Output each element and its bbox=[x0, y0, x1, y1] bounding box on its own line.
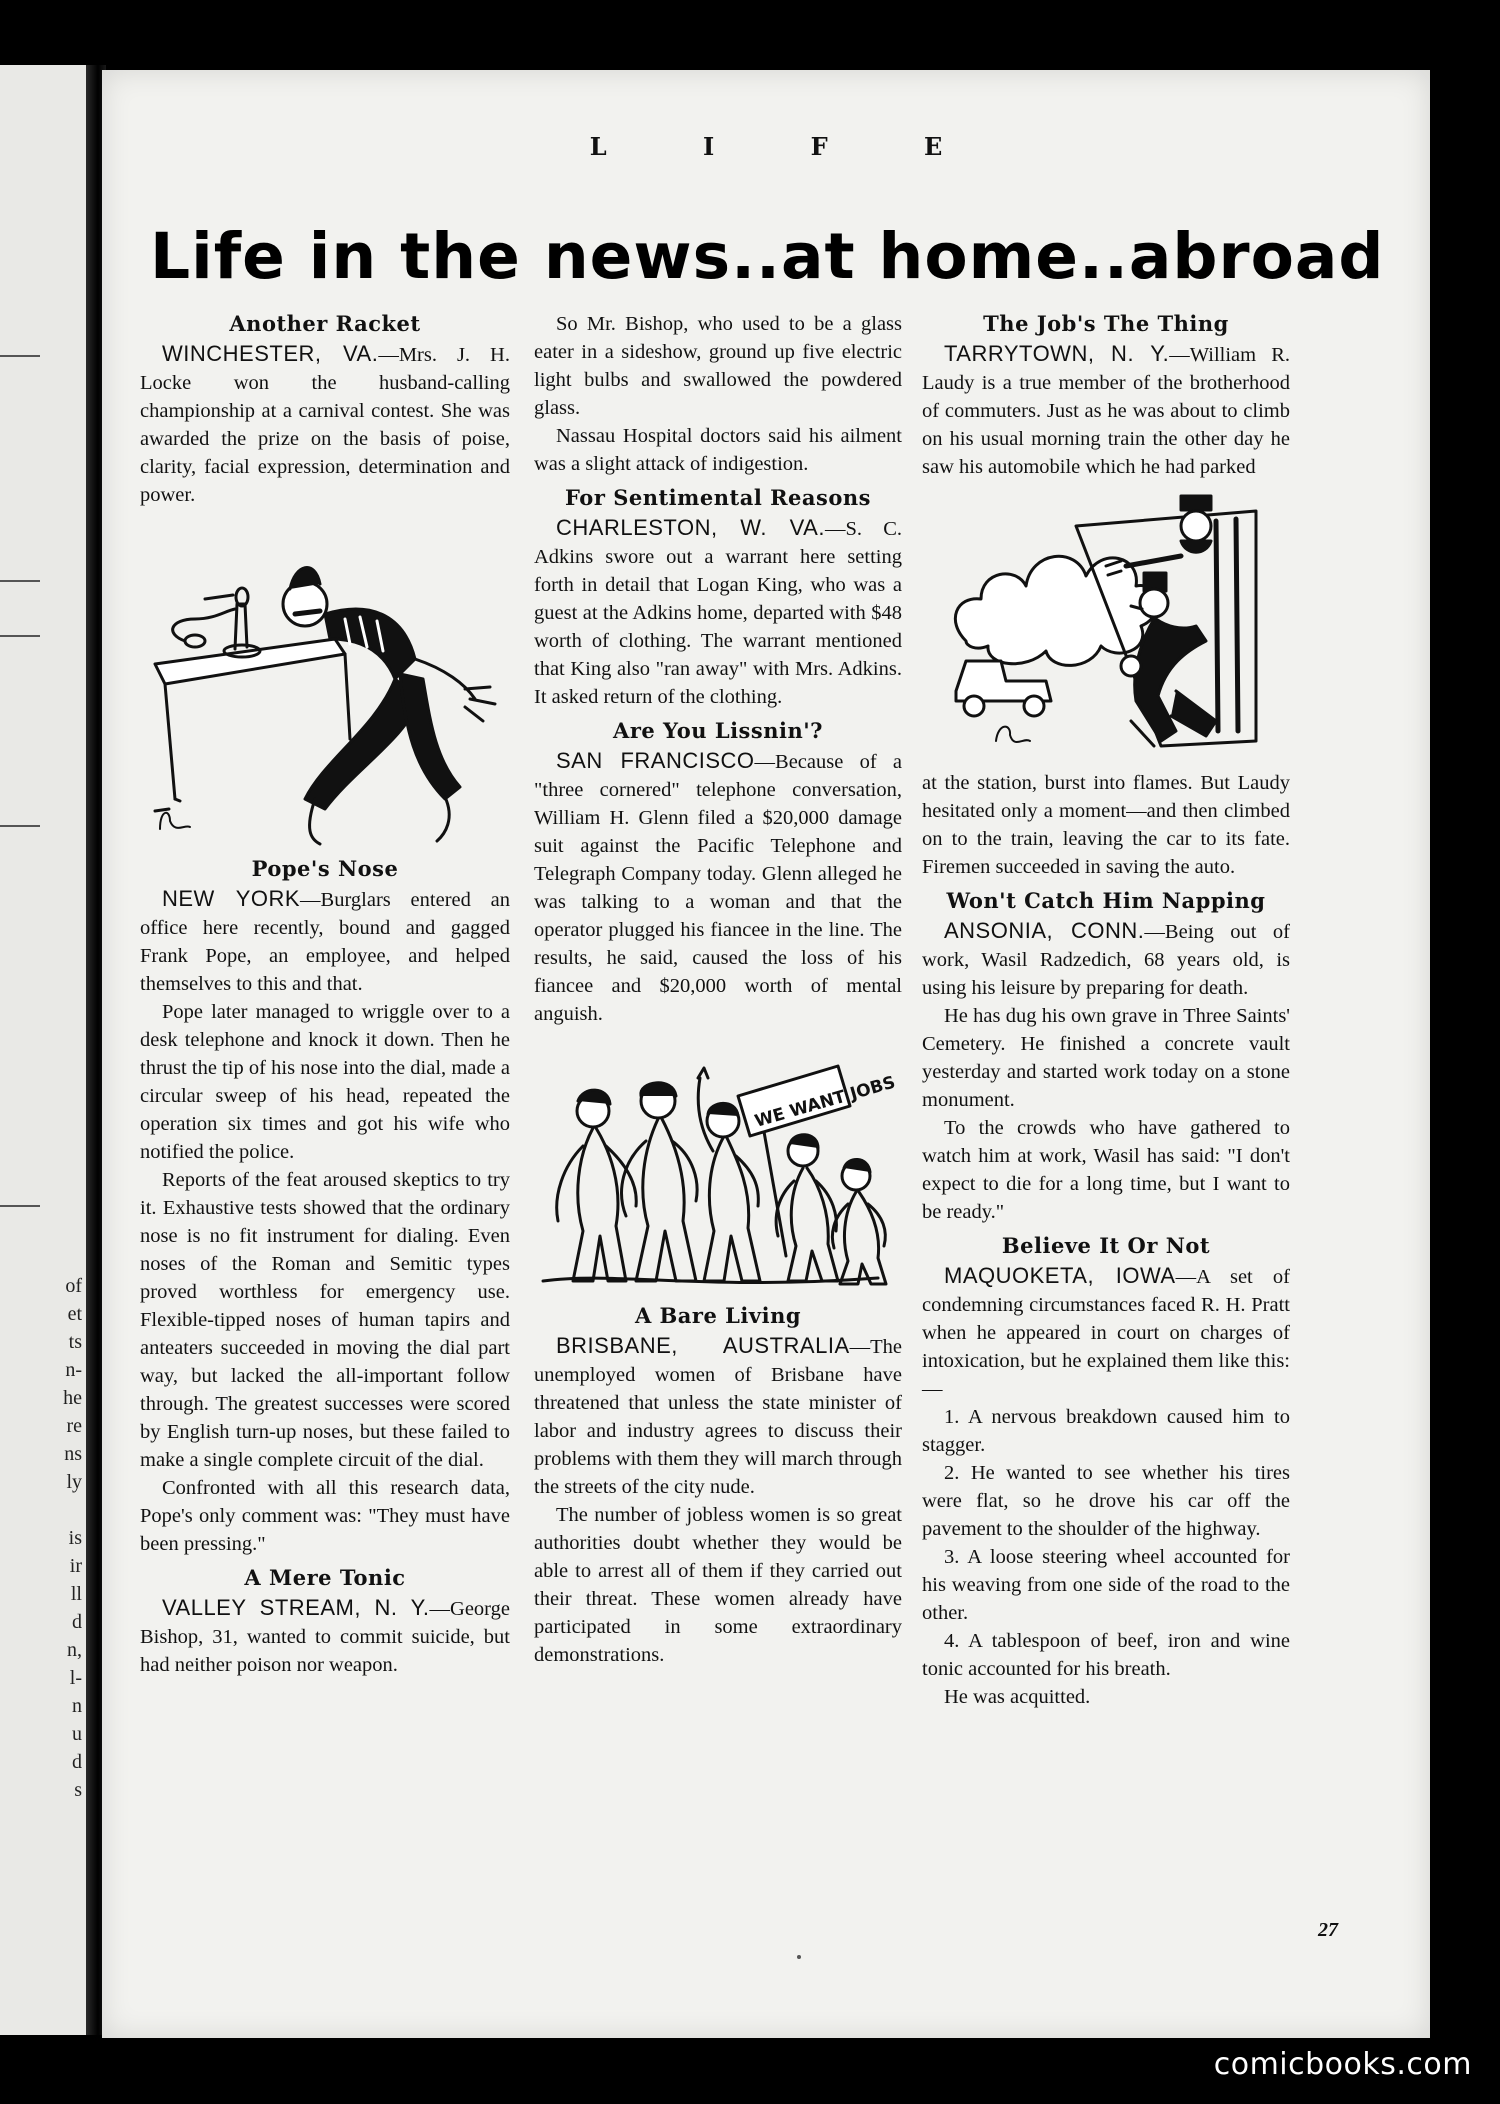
story-paragraph: MAQUOKETA, IOWA—A set of condemning circumstances faced R. H. Pratt when he appeared in court on charges of intoxication, but he explained them like this:— bbox=[922, 1263, 1291, 1400]
facing-page-edge bbox=[0, 65, 86, 2035]
dateline: ANSONIA, CONN. bbox=[944, 918, 1145, 943]
left-fragment: ts bbox=[68, 1331, 82, 1353]
protest-sign-text: WE WANT JOBS bbox=[752, 1072, 898, 1132]
dateline: BRISBANE, AUSTRALIA bbox=[556, 1333, 850, 1358]
story-title: Are You Lissnin'? bbox=[613, 718, 823, 743]
left-fragment: s bbox=[74, 1779, 82, 1801]
story-paragraph: Nassau Hospital doctors said his ailment was a slight attack of indigestion. bbox=[534, 425, 902, 475]
story-paragraph: 3. A loose steering wheel accounted for his weaving from one side of the road to the other. bbox=[922, 1546, 1290, 1624]
story-paragraph: 4. A tablespoon of beef, iron and wine tonic accounted for his breath. bbox=[922, 1630, 1290, 1680]
left-fragment: ll bbox=[70, 1583, 82, 1605]
story-title: Won't Catch Him Napping bbox=[946, 888, 1266, 913]
story-paragraph: To the crowds who have gathered to watch him at work, Wasil has said: "I don't expect to die for a long time, but I want to be ready." bbox=[922, 1117, 1290, 1223]
dateline: SAN FRANCISCO bbox=[556, 748, 755, 773]
burning-car-commuter-cartoon bbox=[926, 491, 1286, 761]
page-number: 27 bbox=[1318, 1919, 1338, 1941]
story-paragraph: BRISBANE, AUSTRALIA—The unemployed women of Brisbane have threatened that unless the state minister of labor and industry agrees to discuss their problems with them they will march through the streets of the city nude. bbox=[534, 1333, 902, 1498]
jobless-women-march-cartoon bbox=[538, 1056, 898, 1296]
story-paragraph: The number of jobless women is so great authorities doubt whether they would be able to arrest all of them if they carried out their threat. These women already have participated in some extraordinary demonstrations. bbox=[534, 1504, 902, 1666]
story-title: A Mere Tonic bbox=[244, 1565, 406, 1590]
story-paragraph: SAN FRANCISCO—Because of a "three cornered" telephone conversation, William H. Glenn filed a $20,000 damage suit against the Pacific Telephone and Telegraph Company today. Glenn alleged he was talking to a woman and that the operator plugged his fiancee in the line. The results, he said, caused the loss of his fiancee and $20,000 worth of mental anguish. bbox=[534, 748, 902, 1025]
column-1 bbox=[140, 310, 510, 1679]
dateline: CHARLESTON, W. VA. bbox=[556, 515, 825, 540]
column-2 bbox=[534, 310, 902, 1669]
story-paragraph: Confronted with all this research data, Pope's only comment was: "They must have been pressing." bbox=[140, 1477, 510, 1555]
left-fragment: ns bbox=[64, 1443, 82, 1465]
dateline: VALLEY STREAM, N. Y. bbox=[162, 1595, 430, 1620]
story-title: Pope's Nose bbox=[251, 856, 399, 881]
story-title: The Job's The Thing bbox=[983, 311, 1229, 336]
story-paragraph: VALLEY STREAM, N. Y.—George Bishop, 31, wanted to commit suicide, but had neither poison nor weapon. bbox=[140, 1595, 510, 1676]
left-fragment: is bbox=[68, 1527, 82, 1549]
left-fragment: ly bbox=[66, 1471, 82, 1493]
story-paragraph: He was acquitted. bbox=[944, 1686, 1091, 1708]
left-fragment: d bbox=[72, 1751, 82, 1773]
story-paragraph: TARRYTOWN, N. Y.—William R. Laudy is a true member of the brotherhood of commuters. Just as he was about to climb on his usual morning train the other day he saw his automobile which he had parked bbox=[922, 341, 1290, 478]
watermark: comicbooks.com bbox=[1213, 2047, 1472, 2082]
left-fragment: n, bbox=[67, 1639, 82, 1661]
left-fragment: n bbox=[72, 1695, 82, 1717]
story-paragraph: at the station, burst into flames. But Laudy hesitated only a moment—and then climbed on to the train, leaving the car to its fate. Firemen succeeded in saving the auto. bbox=[922, 772, 1290, 878]
left-fragment: n- bbox=[65, 1359, 82, 1381]
story-title: Another Racket bbox=[229, 311, 421, 336]
left-fragment: ir bbox=[69, 1555, 82, 1577]
dateline: TARRYTOWN, N. Y. bbox=[944, 341, 1170, 366]
story-paragraph: ANSONIA, CONN.—Being out of work, Wasil Radzedich, 68 years old, is using his leisure by preparing for death. bbox=[922, 918, 1290, 999]
left-fragment: l- bbox=[69, 1667, 82, 1689]
story-paragraph: He has dug his own grave in Three Saints' Cemetery. He finished a concrete vault yesterday and started work today on a stone monument. bbox=[922, 1005, 1290, 1111]
left-fragment: re bbox=[66, 1415, 82, 1437]
story-paragraph: Reports of the feat aroused skeptics to try it. Exhaustive tests showed that the ordinary nose is no fit instrument for dialing. Even noses of the Roman and Semitic types proved worthless for emergency use. Flexible-tipped noses of human tapirs and anteaters succeeded in moving the dial part way, but lacked the all-important follow through. The greatest successes were scored by English turn-up noses, but these failed to make a single complete circuit of the dial. bbox=[140, 1169, 510, 1471]
story-title: Believe It Or Not bbox=[1001, 1233, 1211, 1258]
left-fragment: u bbox=[72, 1723, 82, 1745]
left-fragment: d bbox=[72, 1611, 82, 1633]
story-paragraph: 1. A nervous breakdown caused him to stagger. bbox=[922, 1406, 1290, 1456]
story-paragraph: NEW YORK—Burglars entered an office here recently, bound and gagged Frank Pope, an employee, and helped themselves to this and that. bbox=[140, 886, 510, 995]
story-paragraph: 2. He wanted to see whether his tires were flat, so he drove his car off the pavement to the shoulder of the highway. bbox=[922, 1462, 1290, 1540]
page-headline: Life in the news..at home..abroad bbox=[150, 220, 1385, 293]
story-paragraph: WINCHESTER, VA.—Mrs. J. H. Locke won the husband-calling championship at a carnival contest. She was awarded the prize on the basis of poise, clarity, facial expression, determination and power. bbox=[140, 341, 510, 506]
column-3 bbox=[922, 310, 1290, 1711]
left-fragment: et bbox=[67, 1303, 82, 1325]
telephone-burglary-cartoon bbox=[145, 559, 505, 849]
story-paragraph: CHARLESTON, W. VA.—S. C. Adkins swore out a warrant here setting forth in detail that Logan King, who was a guest at the Adkins home, departed with $48 worth of clothing. The warrant mentioned that King also "ran away" with Mrs. Adkins. It asked return of the clothing. bbox=[534, 515, 903, 708]
dateline: NEW YORK bbox=[162, 886, 301, 911]
dateline: WINCHESTER, VA. bbox=[162, 341, 379, 366]
left-fragment: he bbox=[63, 1387, 82, 1409]
story-paragraph: Pope later managed to wriggle over to a desk telephone and knock it down. Then he thrust the tip of his nose into the dial, made a circular sweep of his head, repeated the operation six times and got his wife who notified the police. bbox=[140, 1001, 510, 1163]
story-title: A Bare Living bbox=[634, 1303, 802, 1328]
running-head: L I F E bbox=[589, 132, 987, 161]
story-title: For Sentimental Reasons bbox=[565, 485, 871, 510]
dateline: MAQUOKETA, IOWA bbox=[944, 1263, 1176, 1288]
magazine-page bbox=[102, 70, 1430, 2038]
print-speck bbox=[797, 1955, 801, 1959]
story-paragraph: So Mr. Bishop, who used to be a glass eater in a sideshow, ground up five electric light bulbs and swallowed the powdered glass. bbox=[534, 313, 902, 419]
left-fragment: of bbox=[65, 1275, 82, 1297]
